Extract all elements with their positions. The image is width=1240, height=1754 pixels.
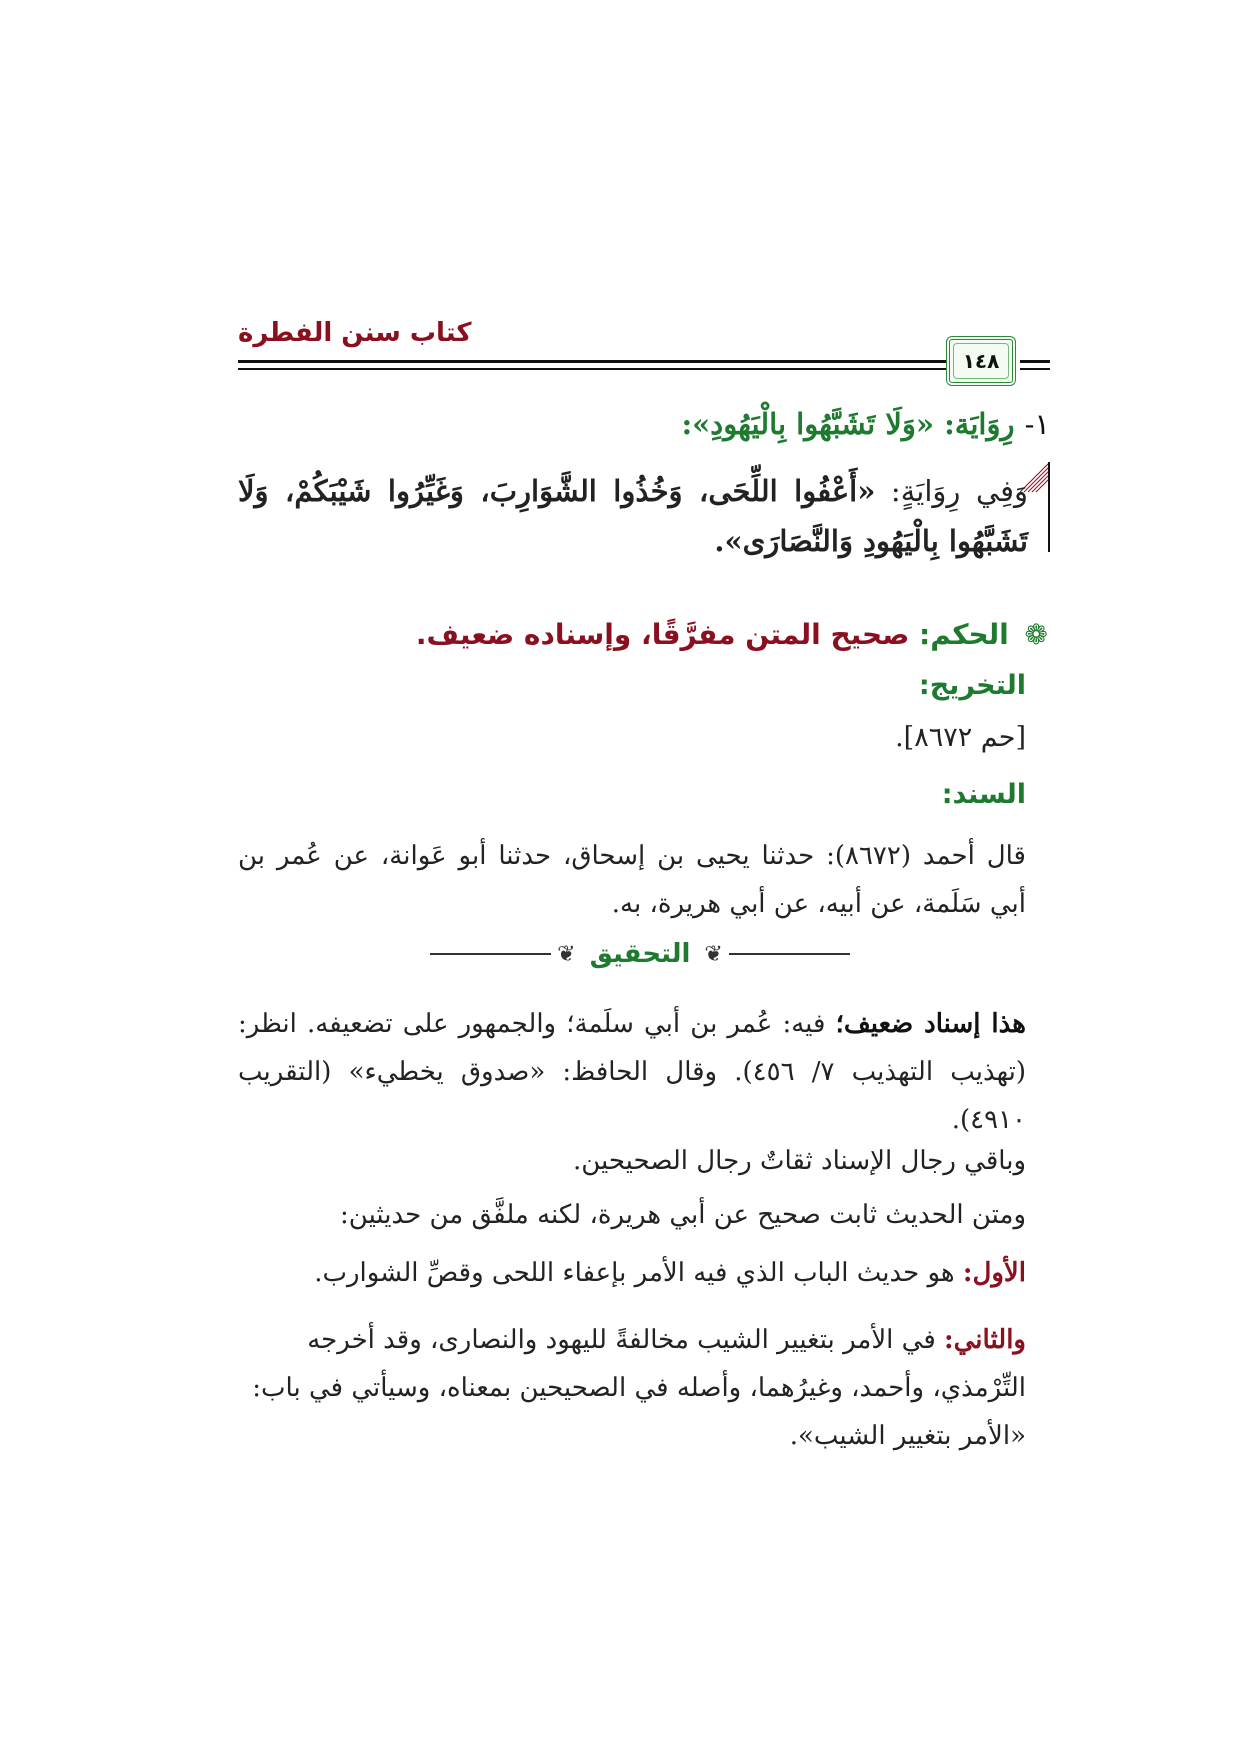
hadith-text: «أَعْفُوا اللِّحَى، وَخُذُوا الشَّوَارِبَ، وَغَيِّرُوا شَيْبَكُمْ، وَلَا تَشَبَّهُوا بِالْيَهُودِ وَالنَّصَارَى». <box>238 474 1028 558</box>
divider-line <box>729 953 850 955</box>
first-label: الأول: <box>962 1258 1026 1288</box>
second-label: والثاني: <box>944 1325 1026 1355</box>
divider-line <box>430 953 551 955</box>
divider-ornament-icon: ❦ <box>704 941 723 967</box>
narration-paragraph <box>238 466 1028 566</box>
page-number-badge <box>946 336 1016 386</box>
header-rule-thin <box>238 368 992 370</box>
ruling-line <box>238 615 1048 655</box>
tahqiq-p1-text: فيه: عُمر بن أبي سلَمة؛ والجمهور على تضعيفه. انظر: (تهذيب التهذيب ٧/ ٤٥٦). وقال الحافظ: «صدوق يخطيء» (التقريب ٤٩١٠). <box>238 1009 1026 1135</box>
tahqiq-divider <box>430 936 850 972</box>
takhrij-heading: التخريج: <box>918 670 1026 701</box>
divider-ornament-icon: ❦ <box>557 941 576 967</box>
ruling-label: الحكم: <box>919 618 1009 651</box>
tahqiq-paragraph-4 <box>238 1258 1026 1288</box>
narration-intro: وَفِي رِوَايَةٍ: <box>875 474 1029 508</box>
second-text: في الأمر بتغيير الشيب مخالفةً لليهود والنصارى، وقد أخرجه التِّرْمذي، وأحمد، وغيرُهما، وأصله في الصحيحين بمعناه، وسيأتي في باب: «الأمر بتغيير الشيب». <box>252 1325 1026 1451</box>
header-rule-right <box>1020 360 1050 363</box>
tahqiq-heading: التحقيق <box>589 939 691 969</box>
header-rule <box>238 360 992 363</box>
running-title: كتاب سنن الفطرة <box>238 318 472 348</box>
sanad-body: قال أحمد (٨٦٧٢): حدثنا يحيى بن إسحاق، حدثنا أبو عَوانة، عن عُمر بن أبي سَلَمة، عن أبيه، عن أبي هريرة، به. <box>238 841 1026 919</box>
first-text: هو حديث الباب الذي فيه الأمر بإعفاء اللحى وقصِّ الشوارب. <box>314 1258 963 1288</box>
header-rule-right-thin <box>1020 368 1050 370</box>
tahqiq-paragraph-5 <box>238 1316 1026 1460</box>
sanad-heading: السند: <box>941 779 1026 810</box>
ruling-value: صحيح المتن مفرَّقًا، وإسناده ضعيف. <box>415 618 910 651</box>
tahqiq-paragraph-3: ومتن الحديث ثابت صحيح عن أبي هريرة، لكنه ملفَّق من حديثين: <box>340 1200 1026 1230</box>
tahqiq-bold-lead: هذا إسناد ضعيف؛ <box>835 1009 1027 1039</box>
takhrij-body: [حم ٨٦٧٢]. <box>895 722 1026 753</box>
tahqiq-paragraph-1 <box>238 1000 1026 1144</box>
section-heading <box>238 404 1050 444</box>
page-number: ١٤٨ <box>962 349 1000 373</box>
tahqiq-paragraph-2: وباقي رجال الإسناد ثقاتٌ رجال الصحيحين. <box>573 1146 1026 1176</box>
flower-ornament-icon: ❁ <box>1024 618 1048 651</box>
section-number: ١- <box>1024 407 1050 441</box>
section-title: رِوَايَة: «وَلَا تَشَبَّهُوا بِالْيَهُودِ»: <box>681 407 1015 441</box>
